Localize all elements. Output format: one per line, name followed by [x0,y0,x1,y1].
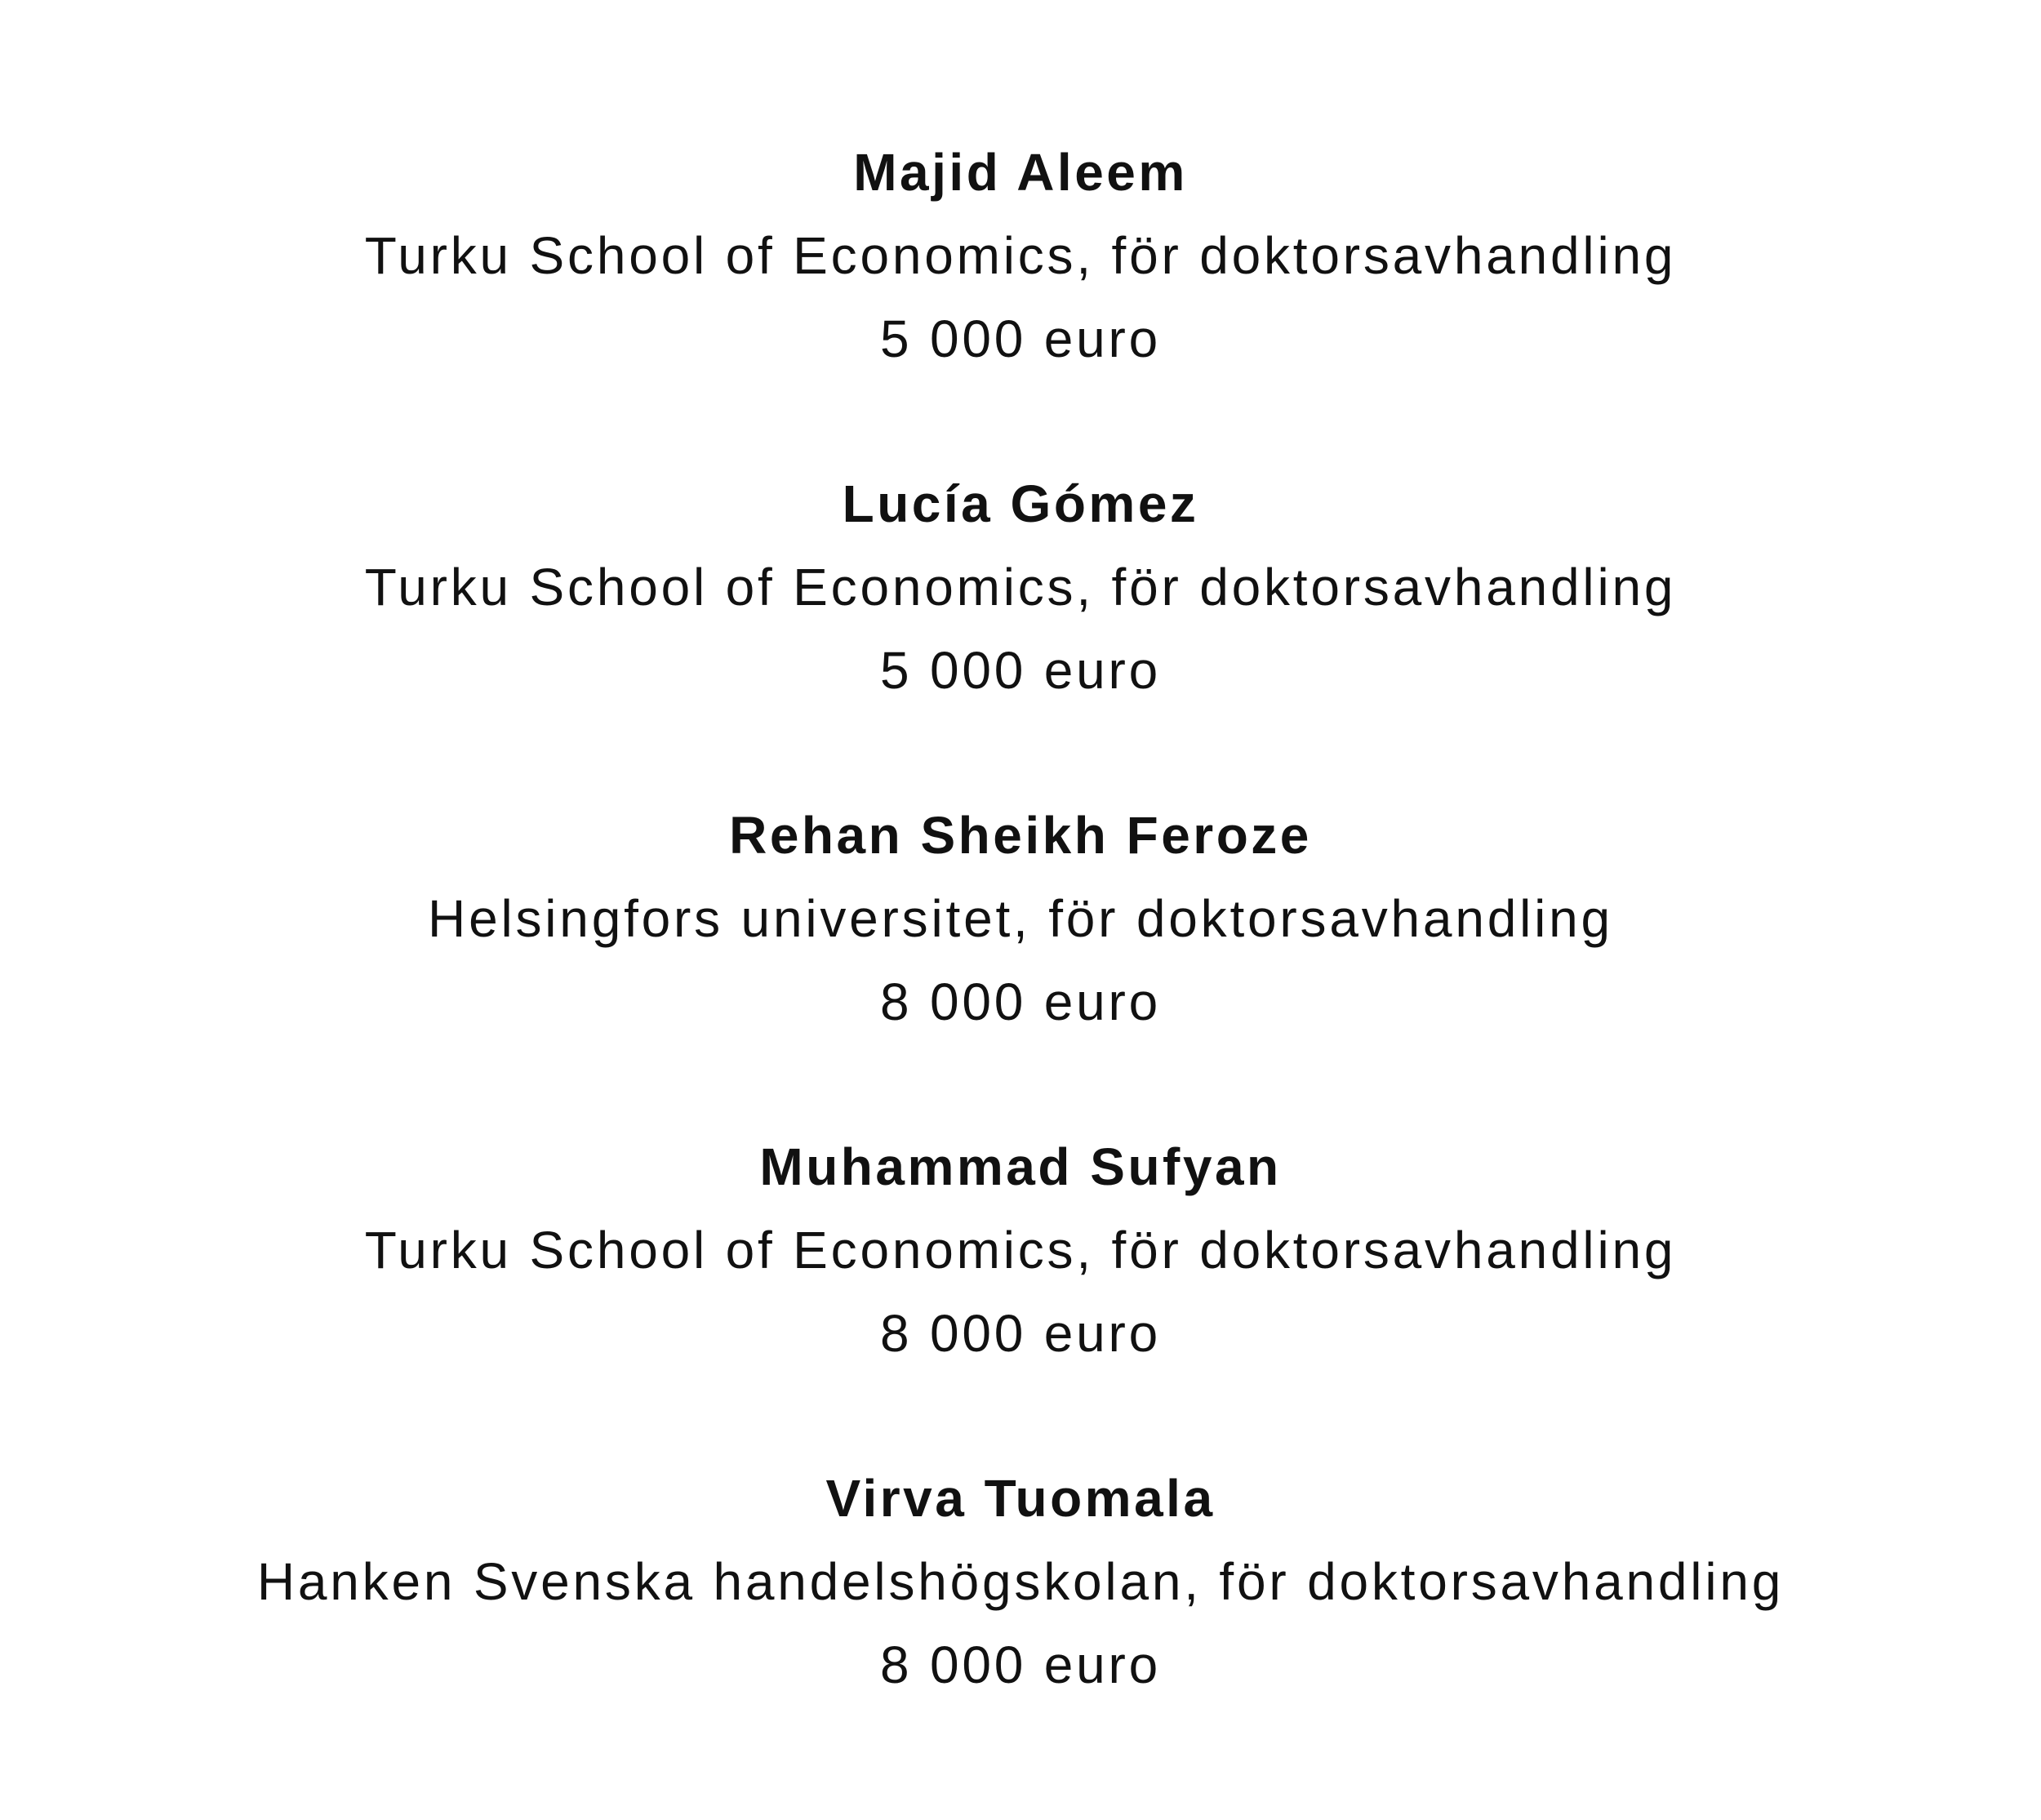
grant-description: Turku School of Economics, för doktorsavhandling [364,1221,1677,1279]
grant-entry [0,462,2041,712]
recipient-name: Virva Tuomala [825,1469,1216,1528]
recipient-name: Rehan Sheikh Feroze [729,806,1312,865]
grant-entry [0,794,2041,1043]
grant-description: Hanken Svenska handelshögskolan, för doktorsavhandling [256,1552,1785,1611]
recipient-name: Muhammad Sufyan [759,1137,1282,1196]
grant-entry [0,1125,2041,1375]
grant-description: Helsingfors universitet, för doktorsavhandling [428,889,1613,948]
grant-description: Turku School of Economics, för doktorsavhandling [364,558,1677,616]
grant-amount: 5 000 euro [879,641,1162,700]
grant-amount: 8 000 euro [879,1635,1162,1694]
recipient-name: Lucía Gómez [842,474,1199,533]
recipient-name: Majid Aleem [853,143,1188,202]
grant-amount: 8 000 euro [879,972,1162,1031]
grant-amount: 8 000 euro [879,1304,1162,1363]
grant-amount: 5 000 euro [879,309,1162,368]
grant-entry [0,1457,2041,1707]
grant-entry [0,131,2041,380]
grant-description: Turku School of Economics, för doktorsavhandling [364,226,1677,285]
